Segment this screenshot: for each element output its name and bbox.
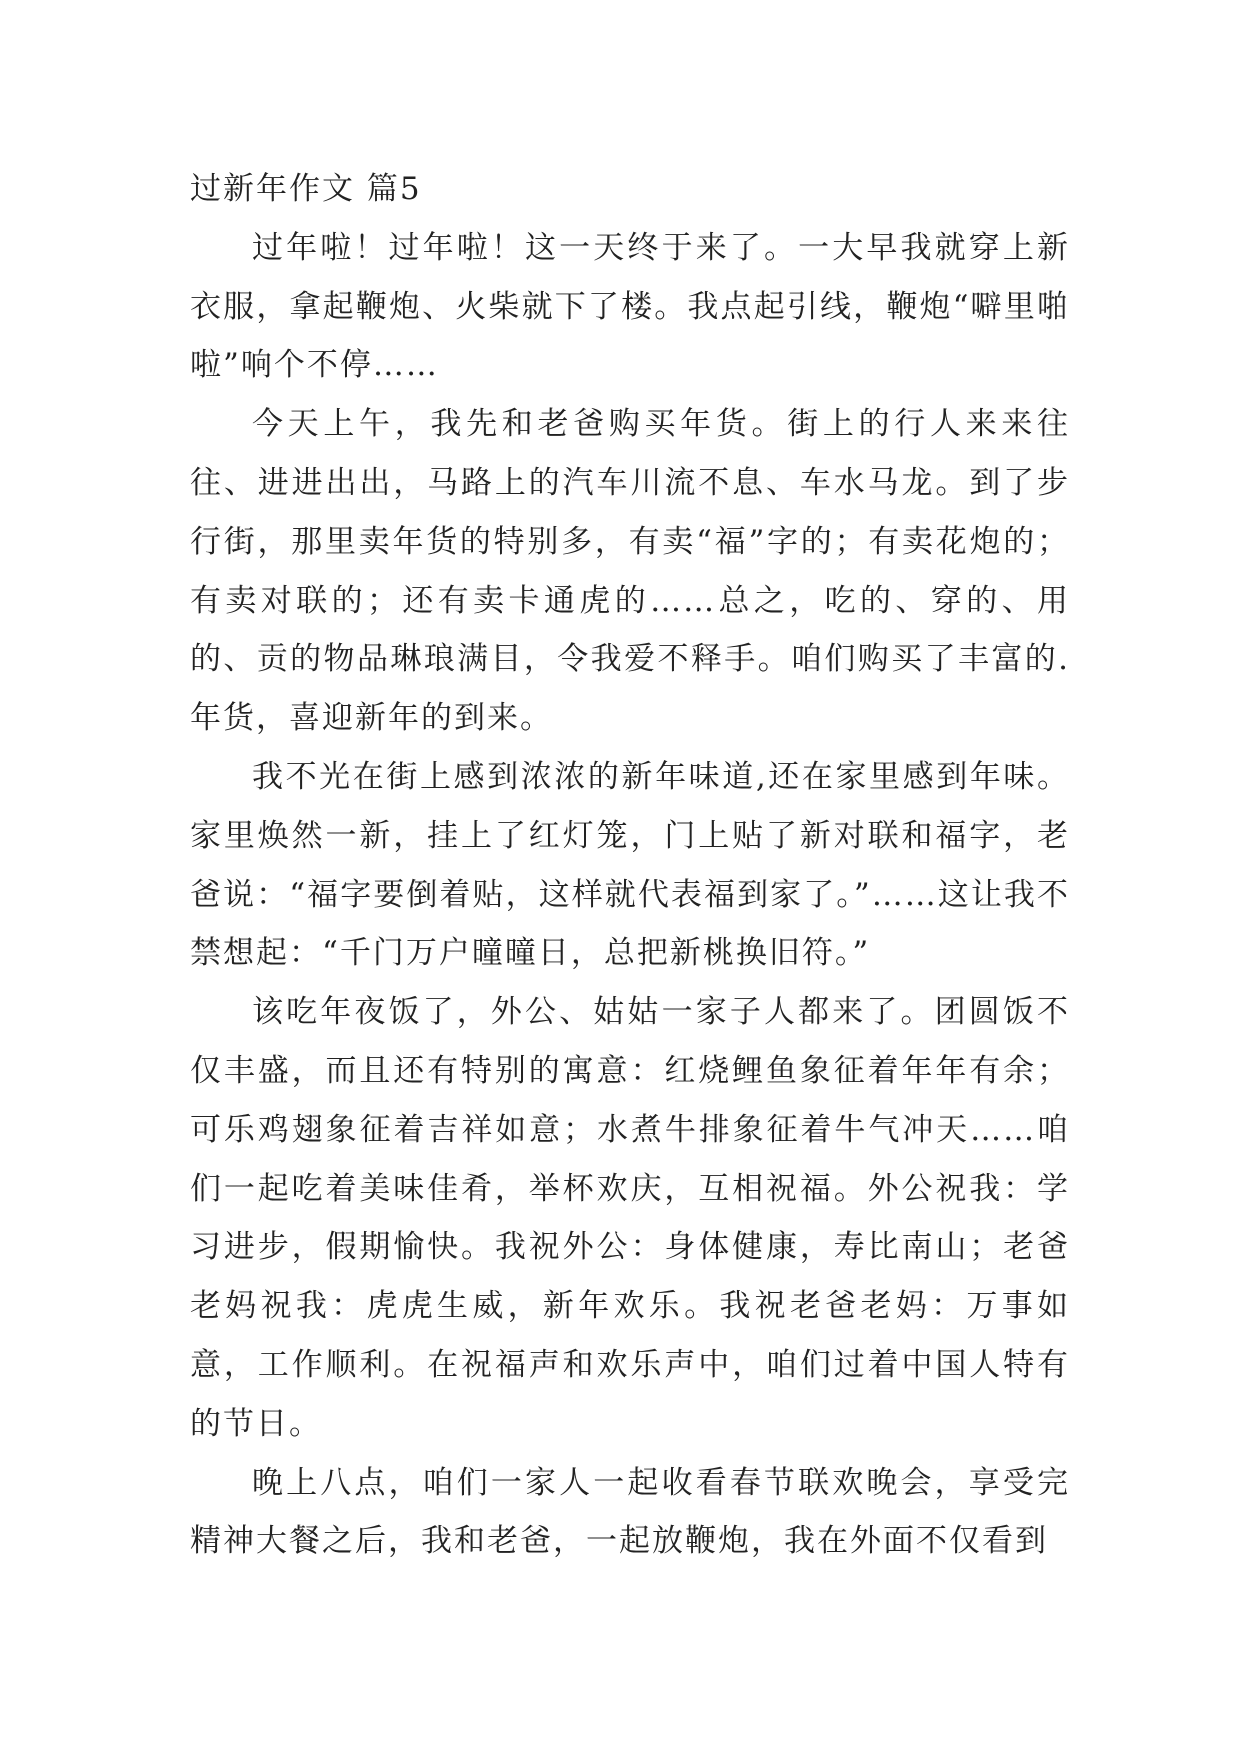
essay-title: 过新年作文 篇5: [190, 171, 422, 207]
paragraph-2: 今天上午，我先和老爸购买年货。街上的行人来来往往、进进出出，马路上的汽车川流不息、车水马龙。到了步行街，那里卖年货的特别多，有卖“福”字的；有卖花炮的；有卖对联的；还有卖卡通虎的……总之，吃的、穿的、用的、贡的物品琳琅满目，令我爱不释手。咱们购买了丰富的.年货，喜迎新年的到来。: [190, 406, 1070, 737]
paragraph-5: 晚上八点，咱们一家人一起收看春节联欢晚会，享受完精神大餐之后，我和老爸，一起放鞭炮，我在外面不仅看到: [190, 1464, 1070, 1560]
essay-body: [190, 160, 1070, 1571]
paragraph-1: 过年啦！过年啦！这一天终于来了。一大早我就穿上新衣服，拿起鞭炮、火柴就下了楼。我点起引线，鞭炮“噼里啪啦”响个不停……: [190, 229, 1070, 384]
paragraph-4: 该吃年夜饭了，外公、姑姑一家子人都来了。团圆饭不仅丰盛，而且还有特别的寓意：红烧鲤鱼象征着年年有余；可乐鸡翅象征着吉祥如意；水煮牛排象征着牛气冲天……咱们一起吃着美味佳肴，举杯欢庆，互相祝福。外公祝我：学习进步，假期愉快。我祝外公：身体健康，寿比南山；老爸老妈祝我：虎虎生威，新年欢乐。我祝老爸老妈：万事如意，工作顺利。在祝福声和欢乐声中，咱们过着中国人特有的节日。: [190, 994, 1070, 1442]
paragraph-3: 我不光在街上感到浓浓的新年味道,还在家里感到年味。家里焕然一新，挂上了红灯笼，门上贴了新对联和福字，老爸说：“福字要倒着贴，这样就代表福到家了。”……这让我不禁想起：“千门万户曈曈日，总把新桃换旧符。”: [190, 758, 1070, 972]
